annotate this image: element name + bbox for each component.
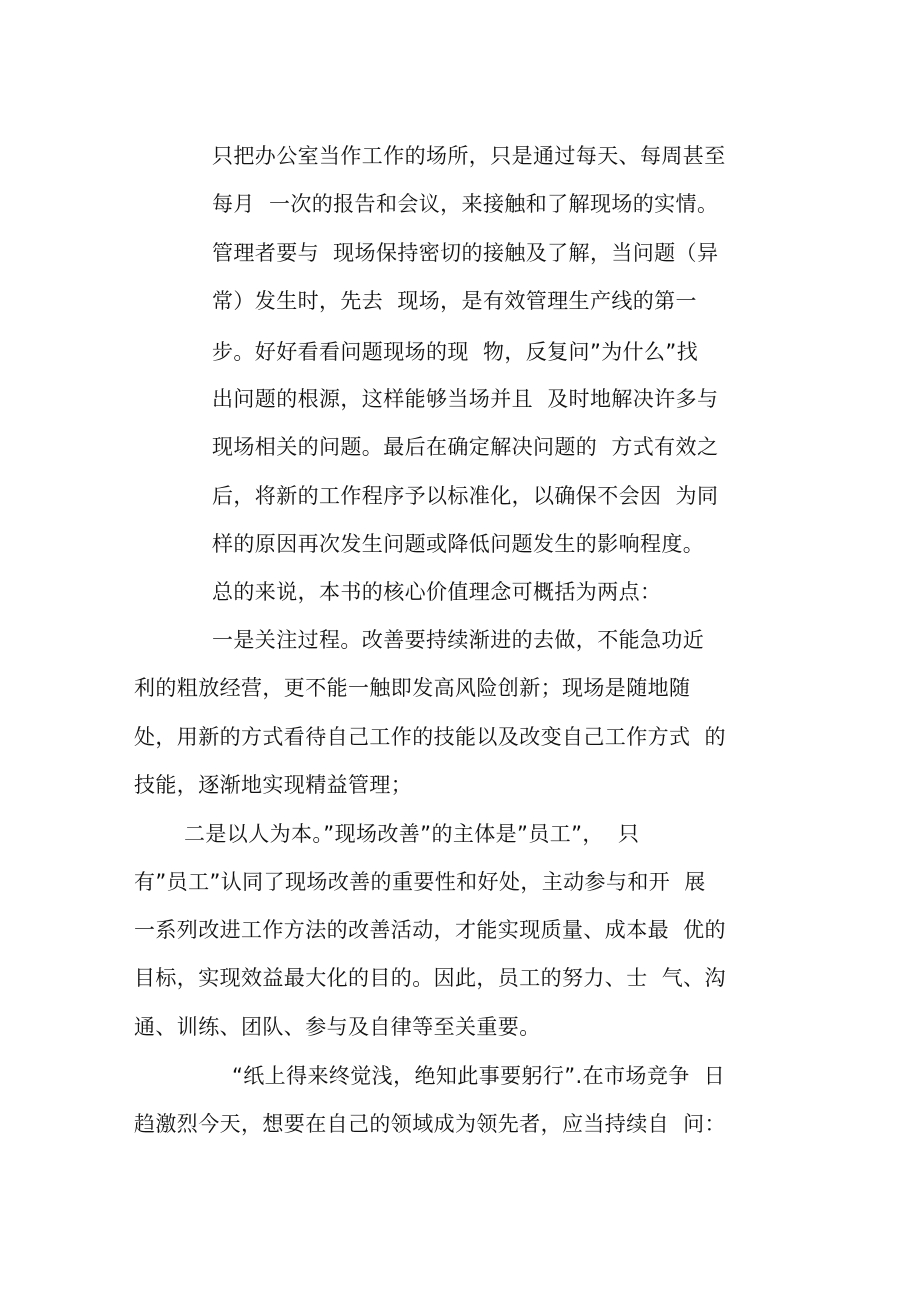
text-line: 每月 一次的报告和会议，来接触和了解现场的实情。 (212, 192, 719, 216)
text-line: 技能，逐渐地实现精益管理； (134, 773, 413, 797)
text-line: 管理者要与 现场保持密切的接触及了解，当问题（异 (212, 241, 719, 265)
text-line: 现场相关的问题。最后在确定解决问题的 方式有效之 (212, 435, 719, 459)
text-line: 处，用新的方式看待自己工作的技能以及改变自己工作方式 的 (134, 725, 726, 749)
text-line: “纸上得来终觉浅，绝知此事要躬行”.在市场竞争 日 (232, 1064, 726, 1088)
text-line: 有”员工”认同了现场改善的重要性和好处，主动参与和开 展 (134, 870, 706, 894)
text-line: 趋激烈今天，想要在自己的领域成为领先者，应当持续自 问： (134, 1112, 726, 1136)
text-line: 总的来说，本书的核心价值理念可概括为两点： (212, 580, 662, 604)
text-line: 步。好好看看问题现场的现 物，反复问”为什么”找 (212, 340, 699, 364)
text-line: 出问题的根源，这样能够当场并且 及时地解决许多与 (212, 387, 719, 411)
text-line: 常）发生时，先去 现场，是有效管理生产线的第一 (212, 289, 697, 313)
text-line: 一是关注过程。改善要持续渐进的去做，不能急功近 (212, 628, 705, 652)
text-line: 利的粗放经营，更不能一触即发高风险创新；现场是随地随 (134, 676, 691, 700)
text-line: 目标，实现效益最大化的目的。因此，员工的努力、士 气、沟 (134, 966, 726, 990)
text-line: 一系列改进工作方法的改善活动，才能实现质量、成本最 优的 (134, 918, 726, 942)
text-line: 样的原因再次发生问题或降低问题发生的影响程度。 (212, 532, 705, 556)
text-line: 二是以人为本。”现场改善”的主体是”员工”， 只 (184, 822, 640, 846)
text-line: 通、训练、团队、参与及自律等至关重要。 (134, 1015, 541, 1039)
text-line: 后，将新的工作程序予以标准化，以确保不会因 为同 (212, 484, 719, 508)
text-line: 只把办公室当作工作的场所，只是通过每天、每周甚至 (212, 144, 726, 168)
